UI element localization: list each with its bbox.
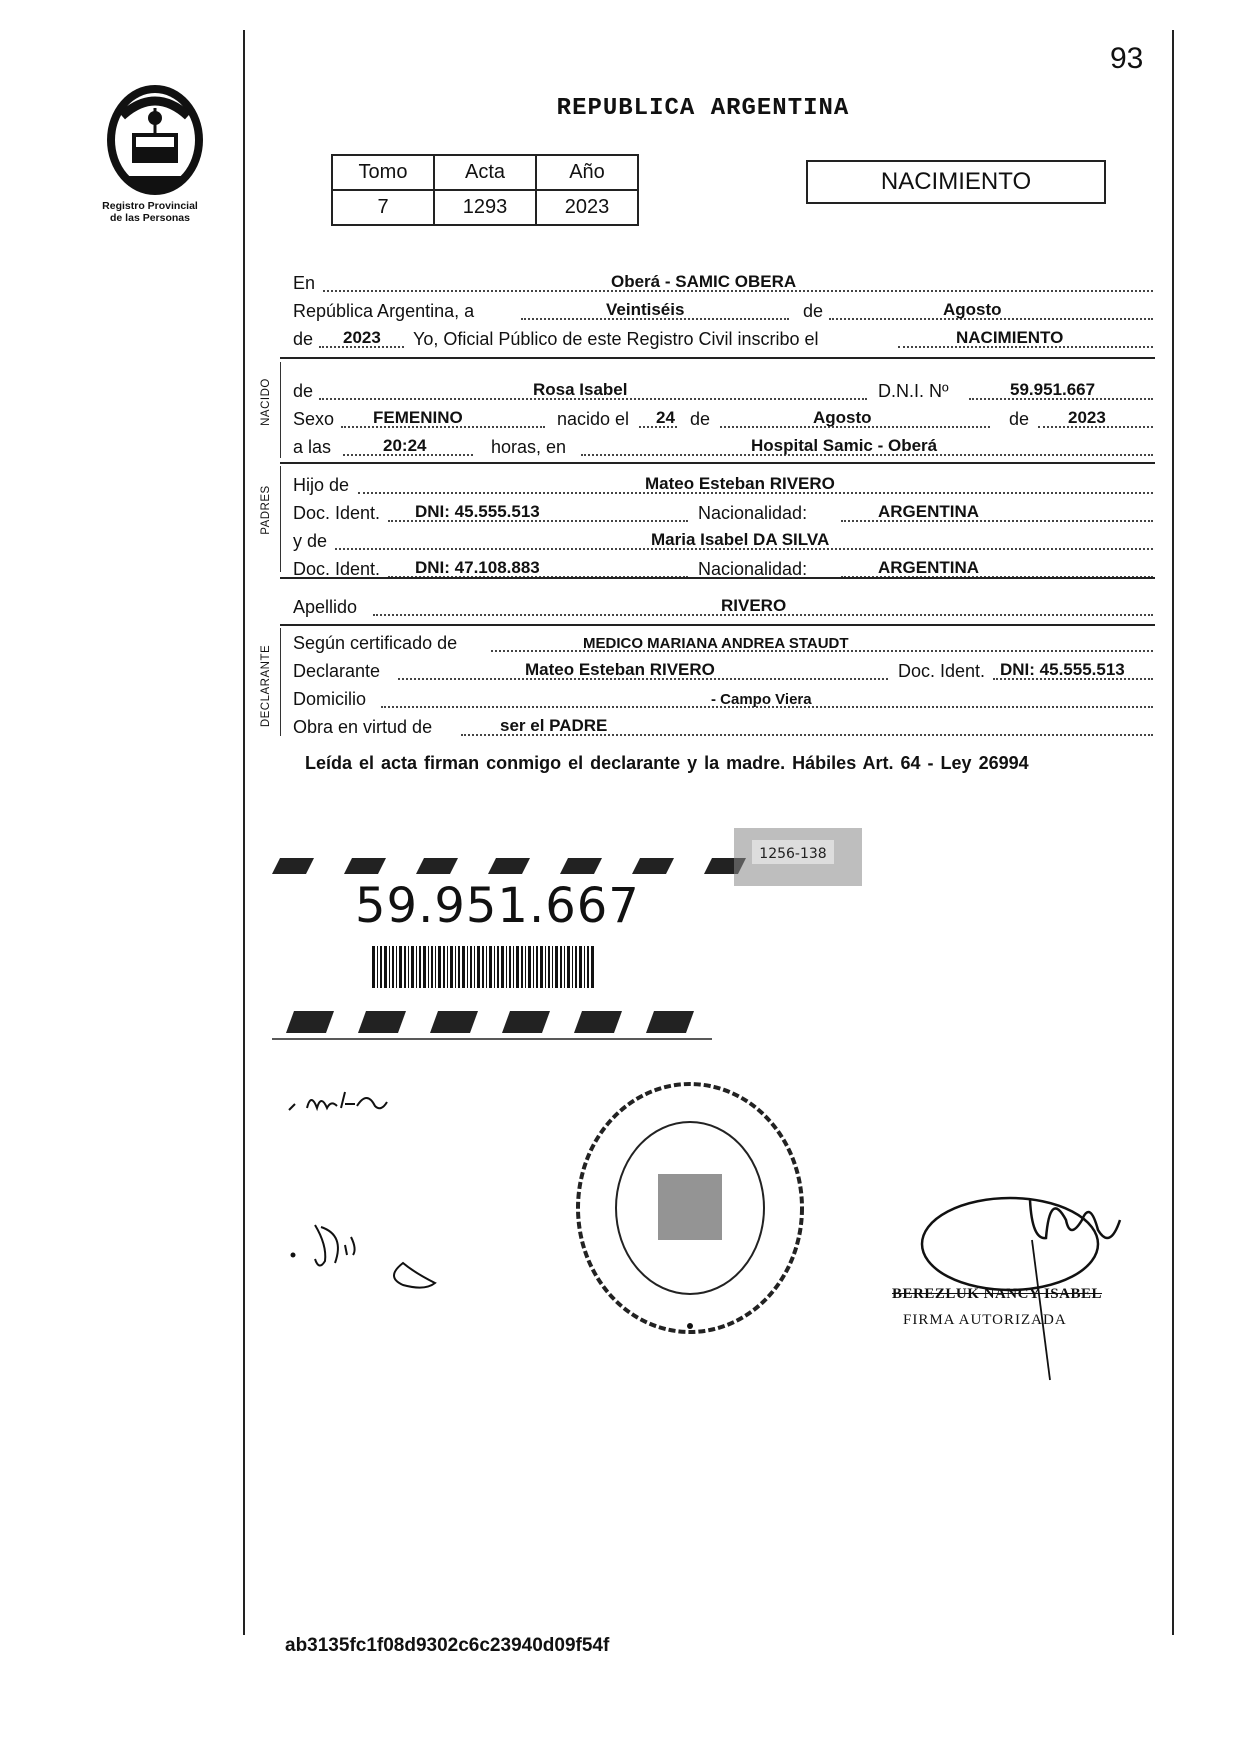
mother-nationality-value: ARGENTINA	[878, 558, 980, 577]
barcode-icon	[372, 946, 594, 988]
table-cell: 7	[332, 190, 434, 225]
birth-year-value: 2023	[1068, 408, 1106, 427]
sexo-row: Sexo FEMENINO nacido el 24 de Agosto de 2023	[293, 406, 1153, 432]
signature-stamp-role: FIRMA AUTORIZADA	[903, 1312, 1067, 1328]
month-value: Agosto	[943, 300, 1002, 319]
section-label-nacido: NACIDO	[260, 378, 272, 426]
official-seal-icon	[570, 1078, 810, 1338]
father-name-value: Mateo Esteban RIVERO	[645, 474, 835, 493]
record-table	[331, 154, 639, 226]
page-number: 93	[1110, 42, 1144, 75]
child-name-value: Rosa Isabel	[533, 380, 628, 399]
nacido-name-row: de Rosa Isabel D.N.I. Nº 59.951.667	[293, 378, 1153, 404]
padre-row: Hijo de Mateo Esteban RIVERO	[293, 472, 1153, 498]
logo-caption: Registro Provincial de las Personas	[102, 200, 198, 224]
closing-statement: Leída el acta firman conmigo el declarante y la madre. Hábiles Art. 64 - Ley 26994	[305, 753, 1029, 773]
madre-row: y de Maria Isabel DA SILVA	[293, 528, 1153, 554]
page-title: REPUBLICA ARGENTINA	[556, 95, 850, 122]
inscribo-row: de 2023 Yo, Oficial Público de este Registro Civil inscribo el NACIMIENTO	[293, 326, 1153, 352]
father-doc-value: DNI: 45.555.513	[415, 502, 540, 521]
declarante-value: Mateo Esteban RIVERO	[525, 660, 715, 679]
birth-month-value: Agosto	[813, 408, 872, 427]
domicilio-value: - Campo Viera	[711, 691, 812, 708]
domicilio-row: Domicilio - Campo Viera	[293, 686, 1153, 712]
declarante-doc-value: DNI: 45.555.513	[1000, 660, 1125, 679]
mother-name-value: Maria Isabel DA SILVA	[651, 530, 830, 549]
dni-stamp-code: 1256-138	[759, 846, 827, 862]
document-hash: ab3135fc1f08d9302c6c23940d09f54f	[285, 1635, 610, 1656]
table-cell: 1293	[434, 190, 536, 225]
en-row: En Oberá - SAMIC OBERA	[293, 270, 1153, 296]
padre-doc-row: Doc. Ident. DNI: 45.555.513 Nacionalidad: ARGENTINA	[293, 500, 1153, 526]
birth-place-value: Hospital Samic - Oberá	[751, 436, 938, 455]
authorized-signature	[920, 1180, 1160, 1390]
handwritten-mark-top	[285, 1082, 395, 1122]
father-nationality-value: ARGENTINA	[878, 502, 980, 521]
obra-value: ser el PADRE	[500, 716, 608, 735]
signature-stamp-name: BEREZLUK NANCY ISABEL	[892, 1286, 1102, 1302]
dni-security-strip-bottom	[272, 1005, 722, 1041]
table-header: Tomo	[332, 155, 434, 190]
record-type-box: NACIMIENTO	[806, 160, 1106, 204]
hora-row: a las 20:24 horas, en Hospital Samic - Oberá	[293, 434, 1153, 460]
declarante-row: Declarante Mateo Esteban RIVERO Doc. Ident. DNI: 45.555.513	[293, 658, 1153, 684]
right-margin-rule	[1172, 30, 1174, 1635]
day-value: Veintiséis	[606, 300, 685, 319]
table-header: Año	[536, 155, 638, 190]
birth-day-value: 24	[656, 408, 675, 427]
fecha-row: República Argentina, a Veintiséis de Agosto	[293, 298, 1153, 324]
place-value: Oberá - SAMIC OBERA	[611, 272, 797, 291]
certificado-row: Según certificado de MEDICO MARIANA ANDREA STAUDT	[293, 630, 1153, 656]
apellido-value: RIVERO	[721, 596, 787, 615]
table-header: Acta	[434, 155, 536, 190]
mother-doc-value: DNI: 47.108.883	[415, 558, 540, 577]
left-margin-rule	[243, 30, 245, 1635]
birth-time-value: 20:24	[383, 436, 427, 455]
dni-stamp-number: 59.951.667	[355, 878, 640, 934]
section-label-padres: PADRES	[260, 485, 272, 535]
year-value: 2023	[343, 328, 381, 347]
obra-row: Obra en virtud de ser el PADRE	[293, 714, 1153, 740]
sexo-value: FEMENINO	[373, 408, 463, 427]
handwritten-signature-declarante	[285, 1215, 445, 1295]
certificado-value: MEDICO MARIANA ANDREA STAUDT	[583, 635, 849, 652]
section-label-declarante: DECLARANTE	[260, 644, 272, 728]
table-cell: 2023	[536, 190, 638, 225]
apellido-row: Apellido RIVERO	[293, 594, 1153, 620]
madre-doc-row: Doc. Ident. DNI: 47.108.883 Nacionalidad: ARGENTINA	[293, 556, 1153, 582]
child-dni-value: 59.951.667	[1010, 380, 1096, 399]
act-value: NACIMIENTO	[956, 328, 1064, 347]
